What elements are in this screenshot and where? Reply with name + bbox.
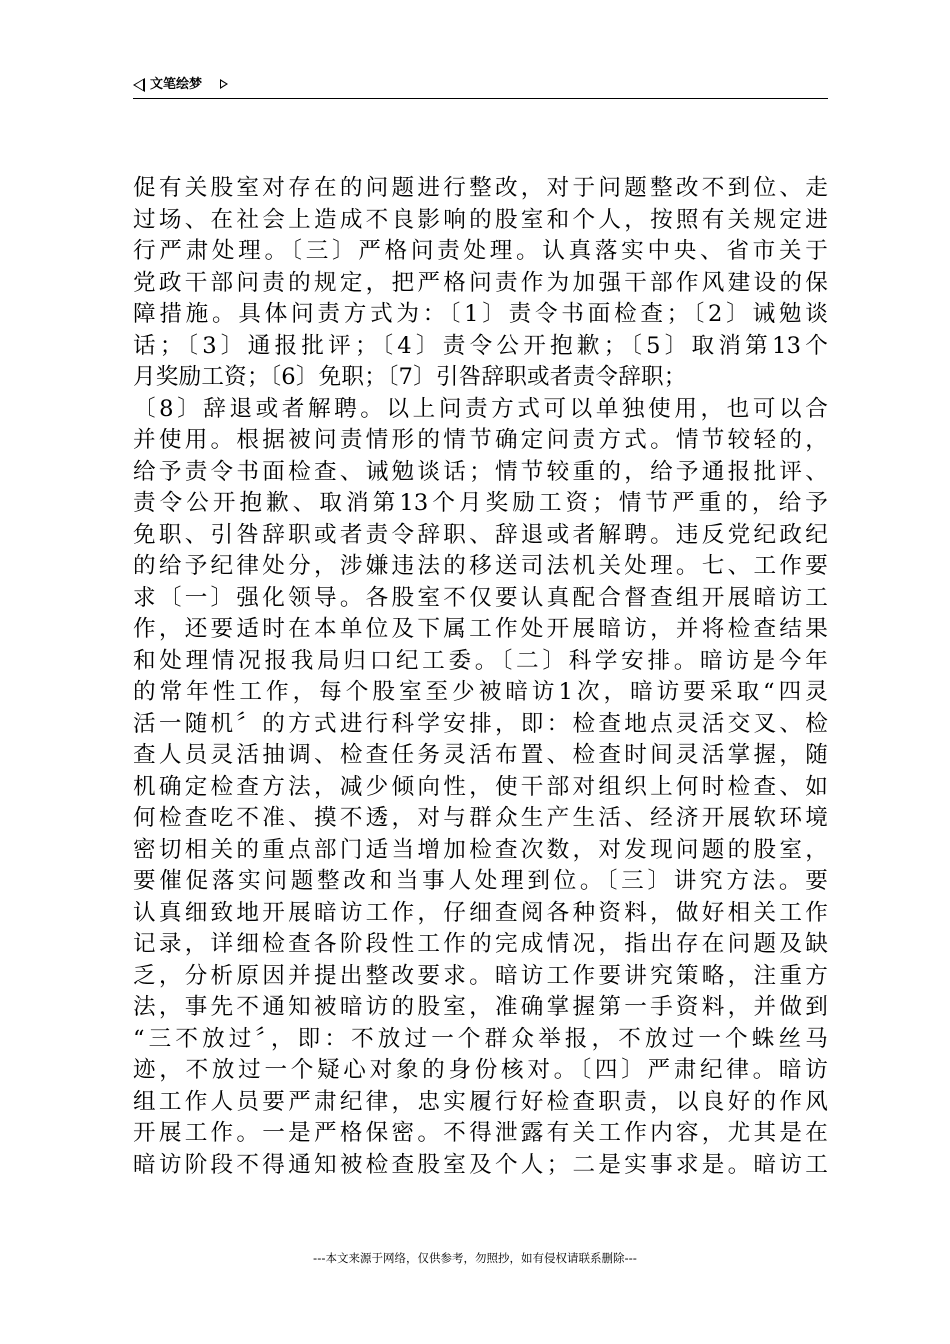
body-line: 暗访阶段不得通知被检查股室及个人；二是实事求是。暗访工 [133,1151,828,1178]
body-line: 乏，分析原因并提出整改要求。暗访工作要讲究策略，注重方 [133,962,828,989]
document-body [133,173,828,1181]
body-line: 的常年性工作，每个股室至少被暗访1次，暗访要采取“四灵 [133,679,828,705]
header-brand: 文笔绘梦 [150,77,203,92]
right-triangle-icon [220,79,228,89]
body-line: 话；〔3〕通报批评；〔4〕责令公开抱歉；〔5〕取消第13个 [133,332,828,359]
body-line: 要催促落实问题整改和当事人处理到位。〔三〕讲究方法。要 [133,868,828,894]
body-line: 认真细致地开展暗访工作，仔细查阅各种资料，做好相关工作 [133,899,828,926]
body-line: 并使用。根据被问责情形的情节确定问责方式。情节较轻的， [133,427,828,453]
body-line: 促有关股室对存在的问题进行整改，对于问题整改不到位、走 [133,175,828,201]
body-line: 免职、引咎辞职或者责令辞职、辞退或者解聘。违反党纪政纪 [133,521,828,548]
body-line: 作，还要适时在本单位及下属工作处开展暗访，并将检查结果 [133,616,828,642]
body-line: 记录，详细检查各阶段性工作的完成情况，指出存在问题及缺 [133,931,828,957]
body-line: 过场、在社会上造成不良影响的股室和个人，按照有关规定进 [133,206,828,233]
body-line: 给予责令书面检查、诫勉谈话；情节较重的，给予通报批评、 [133,458,828,485]
body-line: 党政干部问责的规定，把严格问责作为加强干部作风建设的保 [133,269,828,296]
left-triangle-icon [133,78,145,92]
body-line: 行严肃处理。〔三〕严格问责处理。认真落实中央、省市关于 [133,238,828,264]
body-line: “三不放过〞，即：不放过一个群众举报，不放过一个蛛丝马 [133,1025,828,1052]
body-line: 责令公开抱歉、取消第13个月奖励工资；情节严重的，给予 [133,490,828,516]
body-line: 法，事先不通知被暗访的股室，准确掌握第一手资料，并做到 [133,994,828,1020]
body-line: 查人员灵活抽调、检查任务灵活布置、检查时间灵活掌握，随 [133,742,828,768]
body-line: 组工作人员要严肃纪律，忠实履行好检查职责，以良好的作风 [133,1088,828,1115]
body-line: 和处理情况报我局归口纪工委。〔二〕科学安排。暗访是今年 [133,647,828,674]
body-line: 迹，不放过一个疑心对象的身份核对。〔四〕严肃纪律。暗访 [133,1057,828,1083]
body-line: 开展工作。一是严格保密。不得泄露有关工作内容，尤其是在 [133,1120,828,1146]
body-line: 〔8〕辞退或者解聘。以上问责方式可以单独使用，也可以合 [133,395,828,422]
page-header [133,76,828,99]
footer-notice: ---本文来源于网络，仅供参考，勿照抄，如有侵权请联系删除--- [313,1251,637,1265]
body-line: 活一随机〞的方式进行科学安排，即：检查地点灵活交叉、检 [133,710,828,737]
body-line: 求〔一〕强化领导。各股室不仅要认真配合督查组开展暗访工 [133,584,828,611]
body-line: 的给予纪律处分，涉嫌违法的移送司法机关处理。七、工作要 [133,553,828,579]
body-line: 月奖励工资；〔6〕免职；〔7〕引咎辞职或者责令辞职； [133,364,687,390]
body-line: 密切相关的重点部门适当增加检查次数，对发现问题的股室， [133,836,828,863]
body-line: 障措施。具体问责方式为：〔1〕责令书面检查；〔2〕诫勉谈 [133,301,828,327]
body-line: 机确定检查方法，减少倾向性，使干部对组织上何时检查、如 [133,773,828,800]
body-line: 何检查吃不准、摸不透，对与群众生产生活、经济开展软环境 [133,805,828,831]
